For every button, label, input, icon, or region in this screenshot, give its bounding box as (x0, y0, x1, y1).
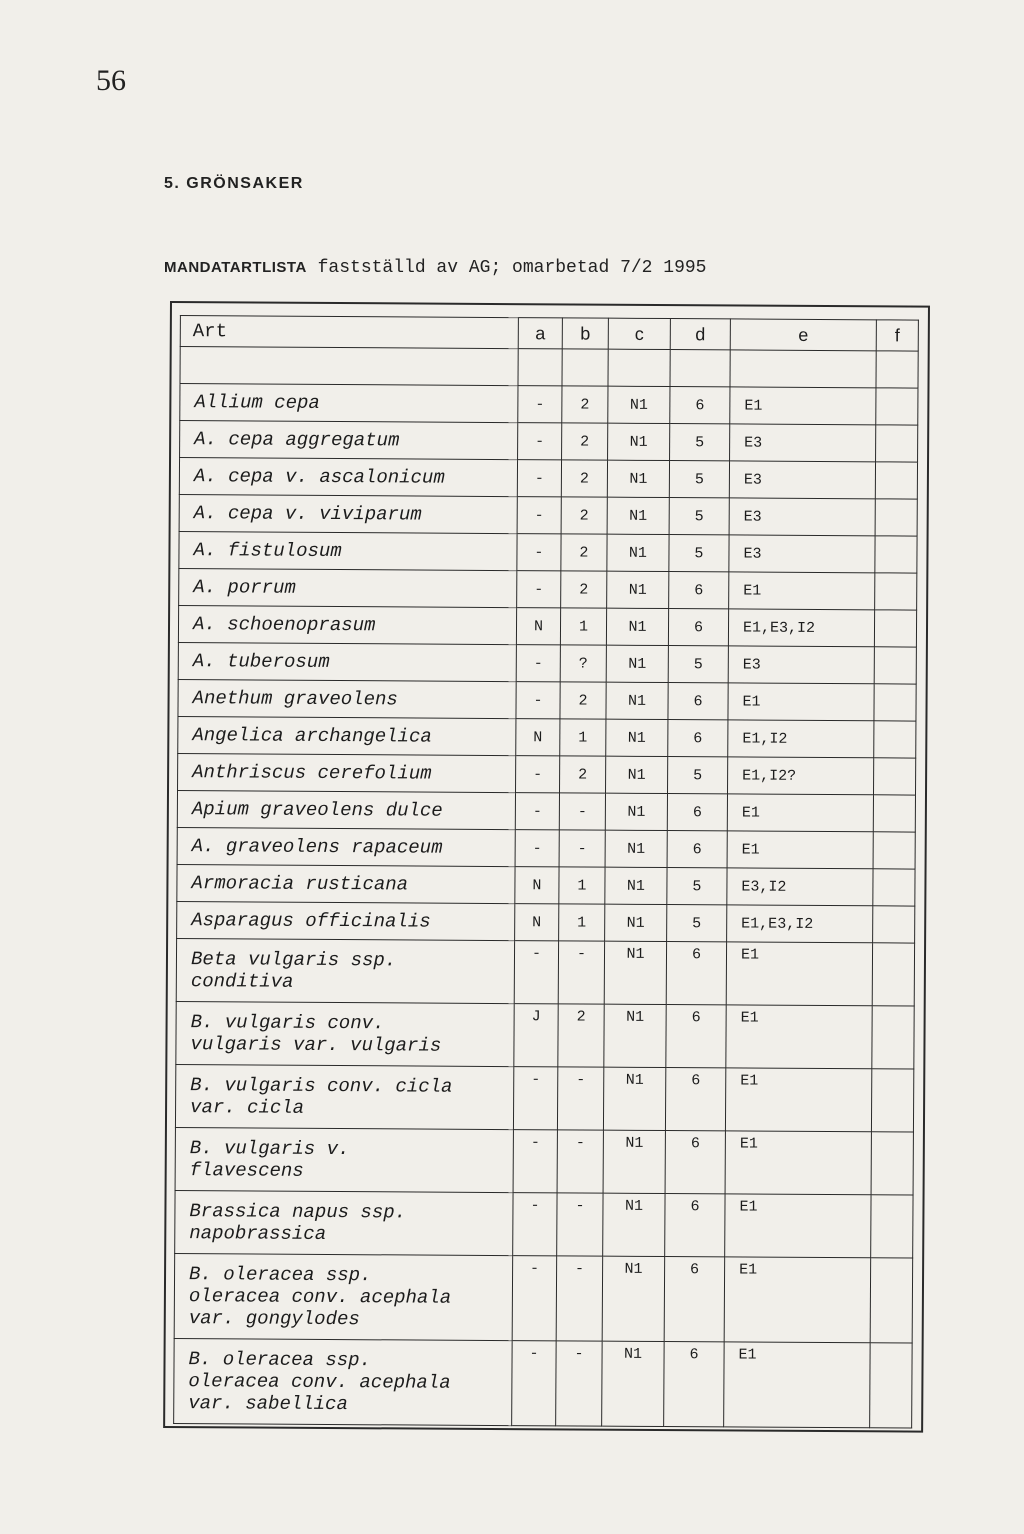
cell-a: - (518, 386, 562, 423)
header-f: f (876, 320, 918, 351)
cell-d: 5 (667, 905, 727, 942)
cell-d: 5 (668, 757, 728, 794)
cell-b: 2 (561, 497, 607, 534)
cell-a: J (514, 1004, 558, 1067)
table-row (180, 384, 918, 426)
cell-art: B. vulgaris v. flavescens (175, 1128, 513, 1193)
table-row (178, 680, 916, 722)
table-row (175, 1191, 913, 1259)
cell-e: E1 (724, 1342, 871, 1428)
cell-art: Allium cepa (180, 384, 518, 423)
cell-e: E1,I2 (728, 720, 874, 758)
cell-d: 5 (667, 868, 727, 905)
cell-e: E1 (725, 1194, 871, 1258)
cell-art: A. cepa v. viviparum (179, 495, 517, 534)
cell-a: - (517, 534, 561, 571)
cell-b: - (559, 793, 605, 830)
cell-c: N1 (606, 682, 668, 719)
cell-b: - (557, 1130, 603, 1193)
cell-e: E1 (726, 1005, 872, 1069)
cell-c: N1 (604, 1004, 666, 1067)
cell-a: - (517, 460, 561, 497)
cell-f (874, 721, 916, 758)
cell-c: N1 (605, 904, 667, 941)
cell-c: N1 (608, 386, 670, 423)
cell-a: - (516, 645, 560, 682)
cell-a: - (513, 1067, 557, 1130)
table-row (177, 902, 915, 944)
cell-b: 2 (560, 682, 606, 719)
cell-f (875, 499, 917, 536)
cell-f (870, 1258, 913, 1343)
table-body (174, 347, 919, 1428)
cell-art: A. graveolens rapaceum (177, 828, 515, 867)
cell-e: E1 (725, 1131, 871, 1195)
cell-e: E3 (729, 535, 875, 573)
cell-c: N1 (607, 497, 669, 534)
cell-f (874, 610, 916, 647)
cell-b: - (556, 1341, 603, 1426)
cell-c: N1 (606, 645, 668, 682)
cell-d: 6 (668, 609, 728, 646)
cell-art: A. tuberosum (178, 643, 516, 682)
cell-art: Beta vulgaris ssp. conditiva (176, 939, 514, 1004)
cell-c: N1 (606, 608, 668, 645)
cell-c: N1 (607, 460, 669, 497)
cell-art: A. schoenoprasum (178, 606, 516, 645)
cell-a: N (516, 719, 560, 756)
cell-b: 2 (561, 534, 607, 571)
cell-c: N1 (606, 756, 668, 793)
table-row (176, 1002, 914, 1070)
header-d: d (670, 319, 730, 350)
species-table-frame (163, 301, 930, 1433)
cell-d: 6 (665, 1194, 725, 1257)
header-b: b (562, 318, 608, 349)
cell-a: - (517, 571, 561, 608)
cell-d: 5 (669, 498, 729, 535)
cell-f (875, 536, 917, 573)
header-art: Art (180, 316, 518, 349)
cell-art: B. oleracea ssp. oleracea conv. acephala var. sabellica (174, 1339, 513, 1426)
cell-b: - (557, 1067, 603, 1130)
list-title-bold: MANDATARTLISTA (164, 259, 307, 276)
cell-c: N1 (605, 867, 667, 904)
cell-d: 6 (664, 1257, 725, 1342)
cell-b: 2 (562, 423, 608, 460)
cell-f (874, 684, 916, 721)
cell-f (874, 647, 916, 684)
table-row (177, 865, 915, 907)
cell-c: N1 (602, 1256, 665, 1341)
cell-b: 1 (560, 608, 606, 645)
cell-e: E1 (725, 1068, 871, 1132)
cell-art: Brassica napus ssp. napobrassica (175, 1191, 513, 1256)
cell-a: N (515, 867, 559, 904)
table-row (178, 643, 916, 685)
cell-f (873, 758, 915, 795)
cell-art: Anethum graveolens (178, 680, 516, 719)
list-title (164, 258, 706, 278)
cell-art: Anthriscus cerefolium (178, 754, 516, 793)
table-header-row (180, 316, 918, 352)
cell-art: A. cepa aggregatum (180, 421, 518, 460)
cell-a: - (514, 941, 558, 1004)
cell-b: 1 (559, 904, 605, 941)
cell-d: 6 (669, 572, 729, 609)
cell-b: 2 (561, 571, 607, 608)
header-e: e (730, 319, 876, 351)
table-row (178, 606, 916, 648)
cell-e: E1 (730, 387, 876, 425)
cell-a: - (517, 497, 561, 534)
cell-e: E1 (727, 794, 873, 832)
cell-f (873, 795, 915, 832)
table-row (179, 458, 917, 500)
cell-a: - (518, 423, 562, 460)
cell-e: E3 (729, 498, 875, 536)
cell-c: N1 (608, 423, 670, 460)
cell-c: N1 (603, 1130, 665, 1193)
cell-e: E1,E3,I2 (727, 905, 873, 943)
cell-art: B. vulgaris conv. cicla var. cicla (175, 1065, 513, 1130)
cell-e: E1,I2? (727, 757, 873, 795)
cell-d: 5 (669, 535, 729, 572)
cell-art: Asparagus officinalis (177, 902, 515, 941)
cell-d: 6 (668, 683, 728, 720)
cell-art: Angelica archangelica (178, 717, 516, 756)
cell-d: 5 (668, 646, 728, 683)
cell-c: N1 (605, 793, 667, 830)
cell-a: - (513, 1193, 557, 1256)
cell-d: 5 (669, 461, 729, 498)
cell-d: 6 (670, 387, 730, 424)
table-row (179, 569, 917, 611)
cell-b: - (558, 941, 604, 1004)
cell-e: E3,I2 (727, 868, 873, 906)
cell-b: 2 (561, 460, 607, 497)
cell-b: - (559, 830, 605, 867)
cell-c: N1 (603, 1067, 665, 1130)
cell-f (875, 573, 917, 610)
section-title: 5. GRÖNSAKER (164, 175, 304, 192)
cell-e: E3 (730, 424, 876, 462)
cell-e: E3 (728, 646, 874, 684)
cell-a: - (515, 793, 559, 830)
table-row (176, 939, 914, 1007)
cell-d: 6 (666, 942, 726, 1005)
page-number: 56 (96, 64, 126, 97)
cell-a: - (516, 756, 560, 793)
cell-e: E1 (726, 942, 872, 1006)
cell-e: E1 (727, 831, 873, 869)
cell-b: - (556, 1256, 603, 1341)
cell-d: 6 (667, 831, 727, 868)
cell-b: 2 (558, 1004, 604, 1067)
cell-c: N1 (603, 1193, 665, 1256)
table-row (178, 754, 916, 796)
cell-d: 6 (667, 794, 727, 831)
cell-c: N1 (604, 941, 666, 1004)
table-row (179, 532, 917, 574)
cell-b: 2 (562, 386, 608, 423)
cell-c: N1 (606, 719, 668, 756)
cell-f (872, 943, 914, 1006)
cell-a: N (516, 608, 560, 645)
cell-f (873, 906, 915, 943)
cell-c: N1 (605, 830, 667, 867)
cell-art: B. vulgaris conv. vulgaris var. vulgaris (176, 1002, 514, 1067)
header-c: c (608, 318, 670, 349)
cell-f (875, 462, 917, 499)
cell-art: A. cepa v. ascalonicum (179, 458, 517, 497)
cell-f (870, 1343, 913, 1428)
cell-a: - (513, 1130, 557, 1193)
cell-art: B. oleracea ssp. oleracea conv. acephala var. gongylodes (174, 1254, 513, 1341)
table-row (175, 1128, 913, 1196)
cell-f (871, 1195, 913, 1258)
cell-a: - (515, 830, 559, 867)
cell-b: 2 (560, 756, 606, 793)
cell-b: ? (560, 645, 606, 682)
cell-d: 6 (665, 1131, 725, 1194)
cell-d: 6 (666, 1005, 726, 1068)
cell-f (873, 832, 915, 869)
cell-a: - (516, 682, 560, 719)
cell-b: 1 (560, 719, 606, 756)
cell-d: 5 (670, 424, 730, 461)
cell-b: - (557, 1193, 603, 1256)
cell-f (873, 869, 915, 906)
table-row (180, 421, 918, 463)
table-row (179, 495, 917, 537)
cell-d: 6 (665, 1068, 725, 1131)
cell-f (876, 388, 918, 425)
cell-art: Apium graveolens dulce (177, 791, 515, 830)
cell-a: - (512, 1256, 557, 1341)
cell-f (871, 1069, 913, 1132)
cell-f (872, 1006, 914, 1069)
cell-f (871, 1132, 913, 1195)
table-row (174, 1339, 913, 1429)
cell-d: 6 (668, 720, 728, 757)
cell-b: 1 (559, 867, 605, 904)
table-spacer-row (180, 347, 918, 389)
cell-art: Armoracia rusticana (177, 865, 515, 904)
cell-c: N1 (607, 534, 669, 571)
table-row (175, 1065, 913, 1133)
cell-e: E1 (729, 572, 875, 610)
cell-art: A. fistulosum (179, 532, 517, 571)
table-row (174, 1254, 913, 1344)
cell-a: N (515, 904, 559, 941)
list-title-rest: fastställd av AG; omarbetad 7/2 1995 (306, 258, 707, 278)
cell-e: E1 (728, 683, 874, 721)
table-row (177, 791, 915, 833)
cell-e: E3 (729, 461, 875, 499)
cell-art: A. porrum (179, 569, 517, 608)
cell-a: - (512, 1341, 557, 1426)
cell-c: N1 (602, 1341, 665, 1426)
header-a: a (518, 318, 562, 349)
cell-f (876, 425, 918, 462)
table-row (178, 717, 916, 759)
cell-c: N1 (607, 571, 669, 608)
species-table (173, 315, 919, 1428)
cell-e: E1 (724, 1257, 871, 1343)
cell-e: E1,E3,I2 (728, 609, 874, 647)
cell-d: 6 (664, 1342, 725, 1427)
table-row (177, 828, 915, 870)
